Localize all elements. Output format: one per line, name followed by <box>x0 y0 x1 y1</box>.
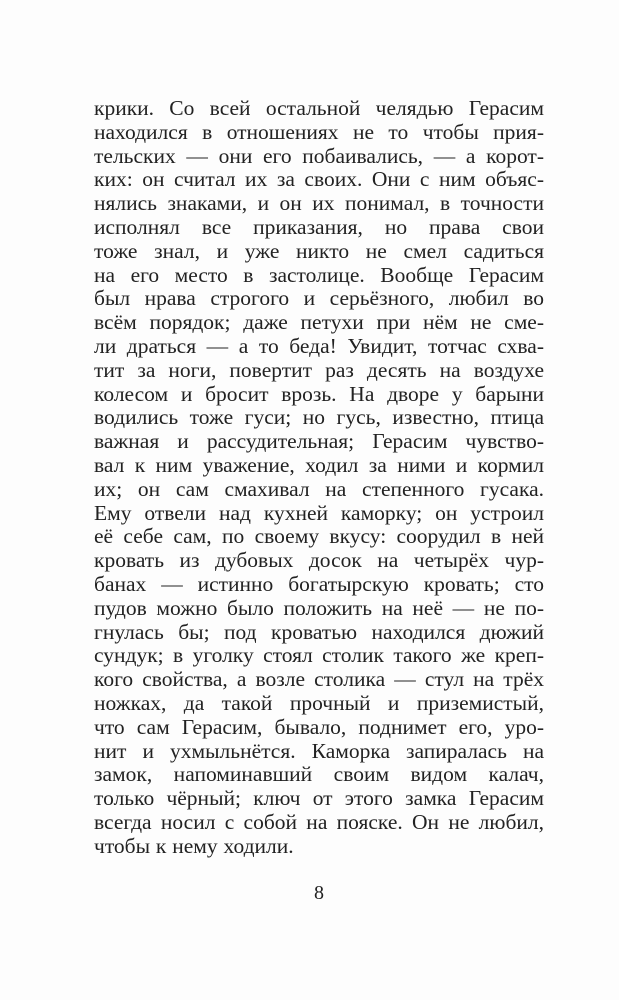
text-line: нит и ухмыльнётся. Каморка запиралась на <box>94 738 544 763</box>
text-line: всём порядок; даже петухи при нём не сме- <box>94 310 544 335</box>
text-line: крики. Со всей остальной челядью Герасим <box>94 96 544 120</box>
text-line: ких: он считал их за своих. Они с ним объяс- <box>94 167 544 192</box>
text-line: вал к ним уважение, ходил за ними и кормил <box>94 452 544 477</box>
text-line: кого свойства, а возле столика — стул на трёх <box>94 667 544 692</box>
text-line: водились тоже гуси; но гусь, известно, птица <box>94 405 544 430</box>
text-line: исполнял все приказания, но права свои <box>94 214 544 239</box>
text-line: тит за ноги, повертит раз десять на воздухе <box>94 357 544 382</box>
page-number: 8 <box>314 882 324 904</box>
text-line: Ему отвели над кухней каморку; он устроил <box>94 500 544 525</box>
text-line: был нрава строгого и серьёзного, любил во <box>94 286 544 311</box>
text-line: кровать из дубовых досок на четырёх чур- <box>94 548 544 573</box>
text-line: замок, напоминавший своим видом калач, <box>94 762 544 787</box>
text-line: важная и рассудительная; Герасим чувство- <box>94 429 544 454</box>
text-line: пудов можно было положить на неё — не по- <box>94 595 544 620</box>
text-line: тельских — они его побаивались, — а корот- <box>94 143 544 168</box>
text-line: что сам Герасим, бывало, поднимет его, уро- <box>94 714 544 739</box>
text-line: на его место в застолице. Вообще Герасим <box>94 262 544 287</box>
text-line: чтобы к нему ходили. <box>94 833 294 858</box>
text-line: сундук; в уголку стоял столик такого же креп- <box>94 643 544 668</box>
text-line: находился в отношениях не то чтобы прия- <box>94 119 544 144</box>
text-line: нялись знаками, и он их понимал, в точности <box>94 191 544 216</box>
text-line: гнулась бы; под кроватью находился дюжий <box>94 619 544 644</box>
text-line: её себе сам, по своему вкусу: соорудил в ней <box>94 524 544 549</box>
text-line: колесом и бросит врозь. На дворе у барыни <box>94 381 544 406</box>
text-line: банах — истинно богатырскую кровать; сто <box>94 571 544 596</box>
text-line: ножках, да такой прочный и приземистый, <box>94 690 544 715</box>
body-text <box>94 97 544 859</box>
text-line: их; он сам смахивал на степенного гусака. <box>94 476 544 501</box>
text-line: ли драться — а то беда! Увидит, тотчас схва- <box>94 333 544 358</box>
text-line: тоже знал, и уже никто не смел садиться <box>94 238 544 263</box>
text-line: всегда носил с собой на пояске. Он не любил, <box>94 809 544 834</box>
text-line: только чёрный; ключ от этого замка Герасим <box>94 786 544 811</box>
